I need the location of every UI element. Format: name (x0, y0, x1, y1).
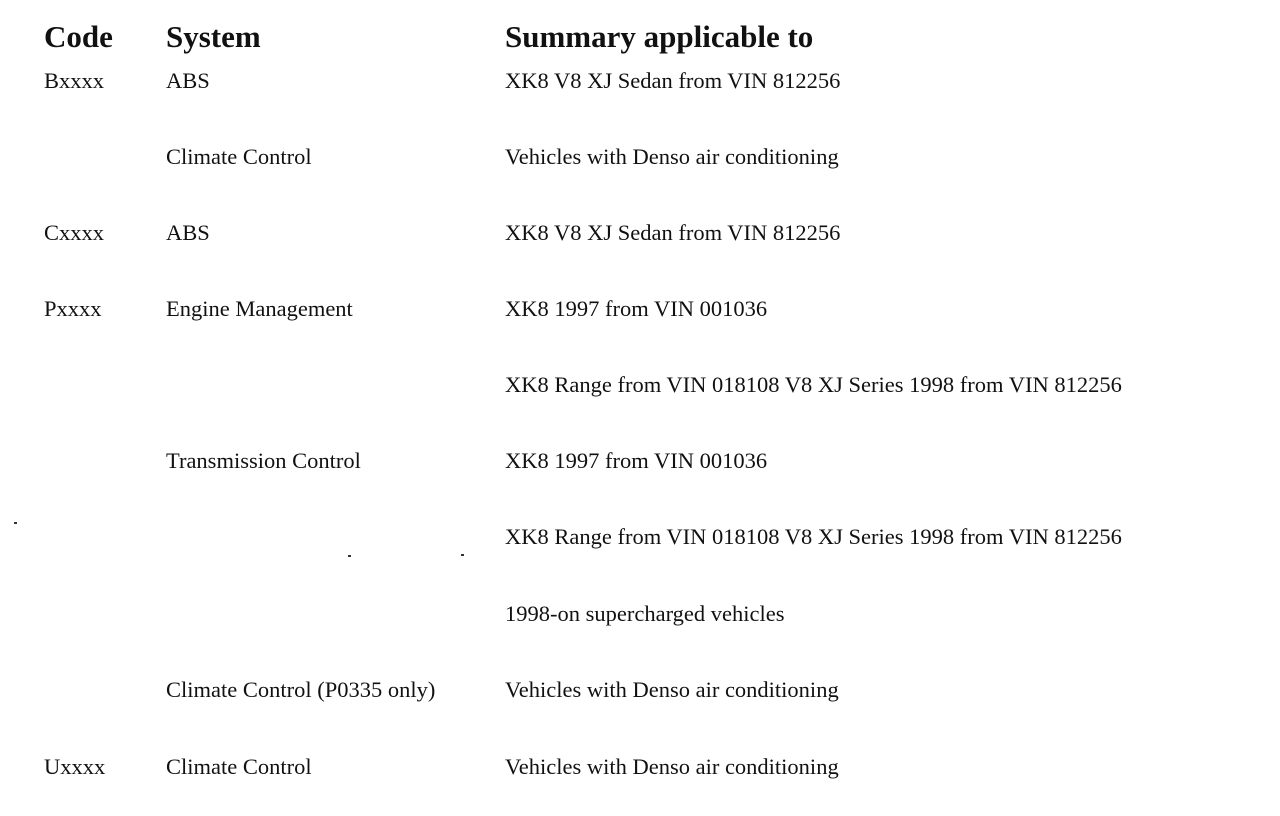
row-code: Cxxxx (44, 220, 105, 245)
row-summary: Vehicles with Denso air conditioning (505, 144, 839, 169)
row-system: Climate Control (166, 144, 312, 169)
row-summary: Vehicles with Denso air conditioning (505, 677, 839, 702)
row-code: Bxxxx (44, 68, 105, 93)
header-summary: Summary applicable to (505, 19, 814, 54)
scan-speck (461, 554, 464, 556)
row-summary: XK8 1997 from VIN 001036 (505, 296, 768, 321)
row-summary: Vehicles with Denso air conditioning (505, 754, 839, 779)
row-system: Climate Control (P0335 only) (166, 677, 436, 702)
scan-speck (14, 522, 17, 524)
row-system: Engine Management (166, 296, 353, 321)
row-system: Climate Control (166, 754, 312, 779)
row-summary: XK8 V8 XJ Sedan from VIN 812256 (505, 220, 841, 245)
header-code: Code (44, 19, 113, 54)
row-code: Uxxxx (44, 754, 106, 779)
row-summary: XK8 Range from VIN 018108 V8 XJ Series 1998 from VIN 812256 (505, 524, 1122, 549)
scan-speck (348, 555, 351, 557)
header-system: System (166, 19, 261, 54)
row-system: ABS (166, 68, 210, 93)
row-summary: XK8 1997 from VIN 001036 (505, 448, 768, 473)
row-summary: XK8 Range from VIN 018108 V8 XJ Series 1998 from VIN 812256 (505, 372, 1122, 397)
row-summary: 1998-on supercharged vehicles (505, 601, 785, 626)
row-code: Pxxxx (44, 296, 102, 321)
row-system: Transmission Control (166, 448, 361, 473)
row-system: ABS (166, 220, 210, 245)
row-summary: XK8 V8 XJ Sedan from VIN 812256 (505, 68, 841, 93)
